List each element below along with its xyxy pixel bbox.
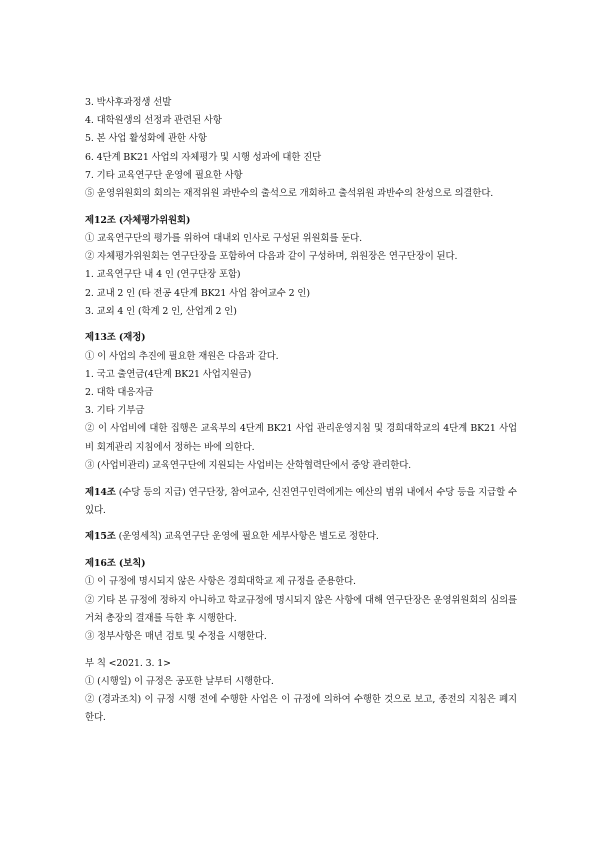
list-item: 4. 대학원생의 선정과 관련된 사항	[85, 115, 222, 127]
article-16	[85, 555, 517, 646]
committee-quorum-paragraph: ⑤ 운영위원회의 회의는 재적위원 과반수의 출석으로 개회하고 출석위원 과반수의 찬성으로 의결한다.	[85, 188, 494, 200]
committee-duties-list	[85, 94, 517, 185]
addendum	[85, 655, 517, 728]
article-13	[85, 329, 517, 475]
paragraph: ① 이 사업의 추진에 필요한 재원은 다음과 같다.	[85, 350, 279, 362]
list-item: 6. 4단계 BK21 사업의 자체평가 및 시행 성과에 대한 진단	[85, 151, 322, 163]
paragraph: ③ 정부사항은 매년 검토 및 수정을 시행한다.	[85, 630, 267, 642]
list-item: 1. 국고 출연금(4단계 BK21 사업지원금)	[85, 368, 252, 380]
list-item: 7. 기타 교육연구단 운영에 필요한 사항	[85, 169, 243, 181]
article-15	[85, 528, 517, 546]
article-text: (운영세칙) 교육연구단 운영에 필요한 세부사항은 별도로 정한다.	[115, 531, 379, 543]
list-item: 3. 박사후과정생 선발	[85, 97, 172, 108]
article-label: 제14조	[85, 486, 116, 498]
article-text: (수당 등의 지급) 연구단장, 참여교수, 신진연구인력에게는 예산의 범위 내에서 수당 등을 지급할 수 있다.	[85, 486, 517, 516]
list-item: 2. 대학 대응자금	[85, 387, 154, 399]
list-item: 3. 교외 4 인 (학계 2 인, 산업계 2 인)	[85, 305, 237, 317]
list-item: 5. 본 사업 활성화에 관한 사항	[85, 133, 207, 145]
list-item: 2. 교내 2 인 (타 전공 4단계 BK21 사업 참여교수 2 인)	[85, 287, 310, 299]
list-item: 3. 기타 기부금	[85, 405, 145, 417]
article-heading: 제12조 (자체평가위원회)	[85, 214, 191, 226]
paragraph: ② 기타 본 규정에 정하지 아니하고 학교규정에 명시되지 않은 사항에 대해 연구단장은 운영위원회의 심의를 거쳐 총장의 결재를 득한 후 시행한다.	[85, 594, 517, 624]
list-item: 1. 교육연구단 내 4 인 (연구단장 포함)	[85, 269, 241, 281]
article-12	[85, 212, 517, 321]
article-14	[85, 484, 517, 520]
paragraph: ① 이 규정에 명시되지 않은 사항은 경희대학교 제 규정을 준용한다.	[85, 576, 356, 588]
paragraph: ② (경과조치) 이 규정 시행 전에 수행한 사업은 이 규정에 의하여 수행한 것으로 보고, 종전의 지침은 폐지한다.	[85, 694, 517, 724]
paragraph: ③ (사업비관리) 교육연구단에 지원되는 사업비는 산학협력단에서 중앙 관리한다.	[85, 459, 412, 471]
article-label: 제15조	[85, 531, 116, 543]
paragraph: ① (시행일) 이 규정은 공포한 날부터 시행한다.	[85, 675, 274, 687]
addendum-heading: 부 칙 <2021. 3. 1>	[85, 657, 171, 669]
paragraph: ① 교육연구단의 평가를 위하여 대내외 인사로 구성된 위원회를 둔다.	[85, 232, 363, 244]
paragraph: ② 이 사업비에 대한 집행은 교육부의 4단계 BK21 사업 관리운영지침 및 경희대학교의 4단계 BK21 사업비 회계관리 지침에서 정하는 바에 의한다.	[85, 423, 517, 453]
regulation-body	[85, 94, 517, 728]
article-heading: 제13조 (재정)	[85, 332, 146, 344]
article-heading: 제16조 (보칙)	[85, 558, 146, 570]
paragraph: ② 자체평가위원회는 연구단장을 포함하여 다음과 같이 구성하며, 위원장은 연구단장이 된다.	[85, 251, 458, 263]
